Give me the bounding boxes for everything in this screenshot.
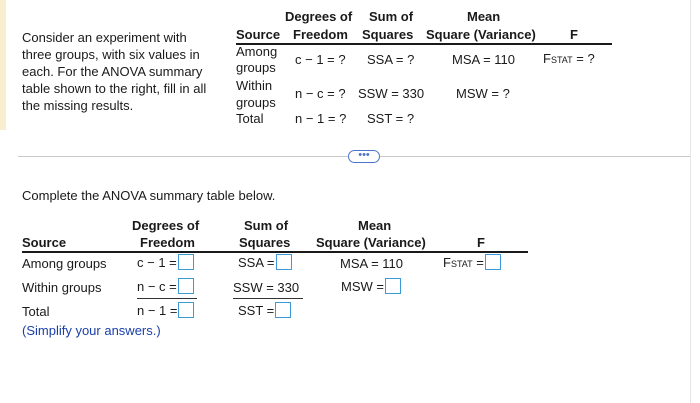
row-source-line: Among: [236, 44, 278, 59]
header-ms: Square (Variance): [426, 27, 536, 42]
intro-line: the missing results.: [22, 98, 134, 113]
df-total-rule: [137, 298, 197, 299]
row-df: n − 1 = ?: [295, 111, 347, 126]
header-df: Freedom: [140, 235, 195, 250]
simplify-note: (Simplify your answers.): [22, 323, 161, 338]
row-f: FSTAT = ?: [543, 51, 595, 66]
df-label: n − c =: [137, 278, 177, 294]
row-source: Total: [22, 304, 50, 319]
left-accent-bar: [0, 0, 6, 130]
row-df: n − c = ?: [295, 86, 346, 101]
right-border: [690, 0, 691, 403]
sst-input[interactable]: [275, 302, 291, 318]
header-ms: Square (Variance): [316, 235, 426, 250]
row-ss: [238, 302, 291, 318]
header-ss: Squares: [362, 27, 414, 42]
header-ss-top: Sum of: [244, 218, 289, 233]
row-source-line: groups: [236, 95, 276, 110]
df-label: c − 1 =: [137, 254, 177, 270]
header-source: Source: [236, 27, 281, 42]
header-rule: [22, 251, 528, 253]
ss-label: SST =: [238, 302, 275, 318]
msw-input[interactable]: [385, 278, 401, 294]
row-df: [137, 254, 194, 270]
header-rule: [236, 43, 612, 45]
df-label: n − 1 =: [137, 302, 178, 318]
row-df: [137, 302, 194, 318]
row-ms: MSA = 110: [452, 52, 515, 67]
row-ss: SST = ?: [367, 111, 415, 126]
row-ms: [341, 278, 401, 294]
row-source-line: groups: [236, 60, 276, 75]
df-among-input[interactable]: [178, 254, 194, 270]
header-df-top: Degrees of: [132, 218, 200, 233]
row-df: [137, 278, 194, 294]
header-df: Freedom: [293, 27, 348, 42]
header-ss-top: Sum of: [369, 9, 414, 24]
ss-label: SSA =: [238, 254, 275, 270]
ss-total-rule: [233, 298, 303, 299]
df-within-input[interactable]: [178, 278, 194, 294]
row-source: Within groups: [22, 280, 102, 295]
header-f: F: [477, 235, 485, 250]
header-source: Source: [22, 235, 67, 250]
intro-line: Consider an experiment with: [22, 30, 187, 45]
row-ms: MSA = 110: [340, 256, 403, 271]
intro-line: table shown to the right, fill in all: [22, 81, 207, 96]
intro-line: each. For the ANOVA summary: [22, 64, 203, 79]
row-ss: SSW = 330: [233, 280, 300, 295]
row-source-line: Within: [236, 78, 273, 93]
header-f: F: [570, 27, 578, 42]
row-ss: SSA = ?: [367, 52, 415, 67]
instruction-text: Complete the ANOVA summary table below.: [22, 188, 276, 203]
header-ss: Squares: [239, 235, 291, 250]
header-ms-top: Mean: [467, 9, 501, 24]
row-f: [443, 254, 501, 270]
fstat-input[interactable]: [485, 254, 501, 270]
row-source-line: Total: [236, 111, 264, 126]
intro-line: three groups, with six values in: [22, 47, 200, 62]
more-button[interactable]: •••: [348, 150, 380, 163]
f-label: FSTAT =: [443, 254, 484, 270]
header-df-top: Degrees of: [285, 9, 353, 24]
row-ss: [238, 254, 292, 270]
header-ms-top: Mean: [358, 218, 392, 233]
row-ms: MSW = ?: [456, 86, 510, 101]
ms-label: MSW =: [341, 278, 384, 294]
ssa-input[interactable]: [276, 254, 292, 270]
df-total-input[interactable]: [178, 302, 194, 318]
row-source: Among groups: [22, 256, 107, 271]
row-df: c − 1 = ?: [295, 52, 346, 67]
row-ss: SSW = 330: [358, 86, 425, 101]
